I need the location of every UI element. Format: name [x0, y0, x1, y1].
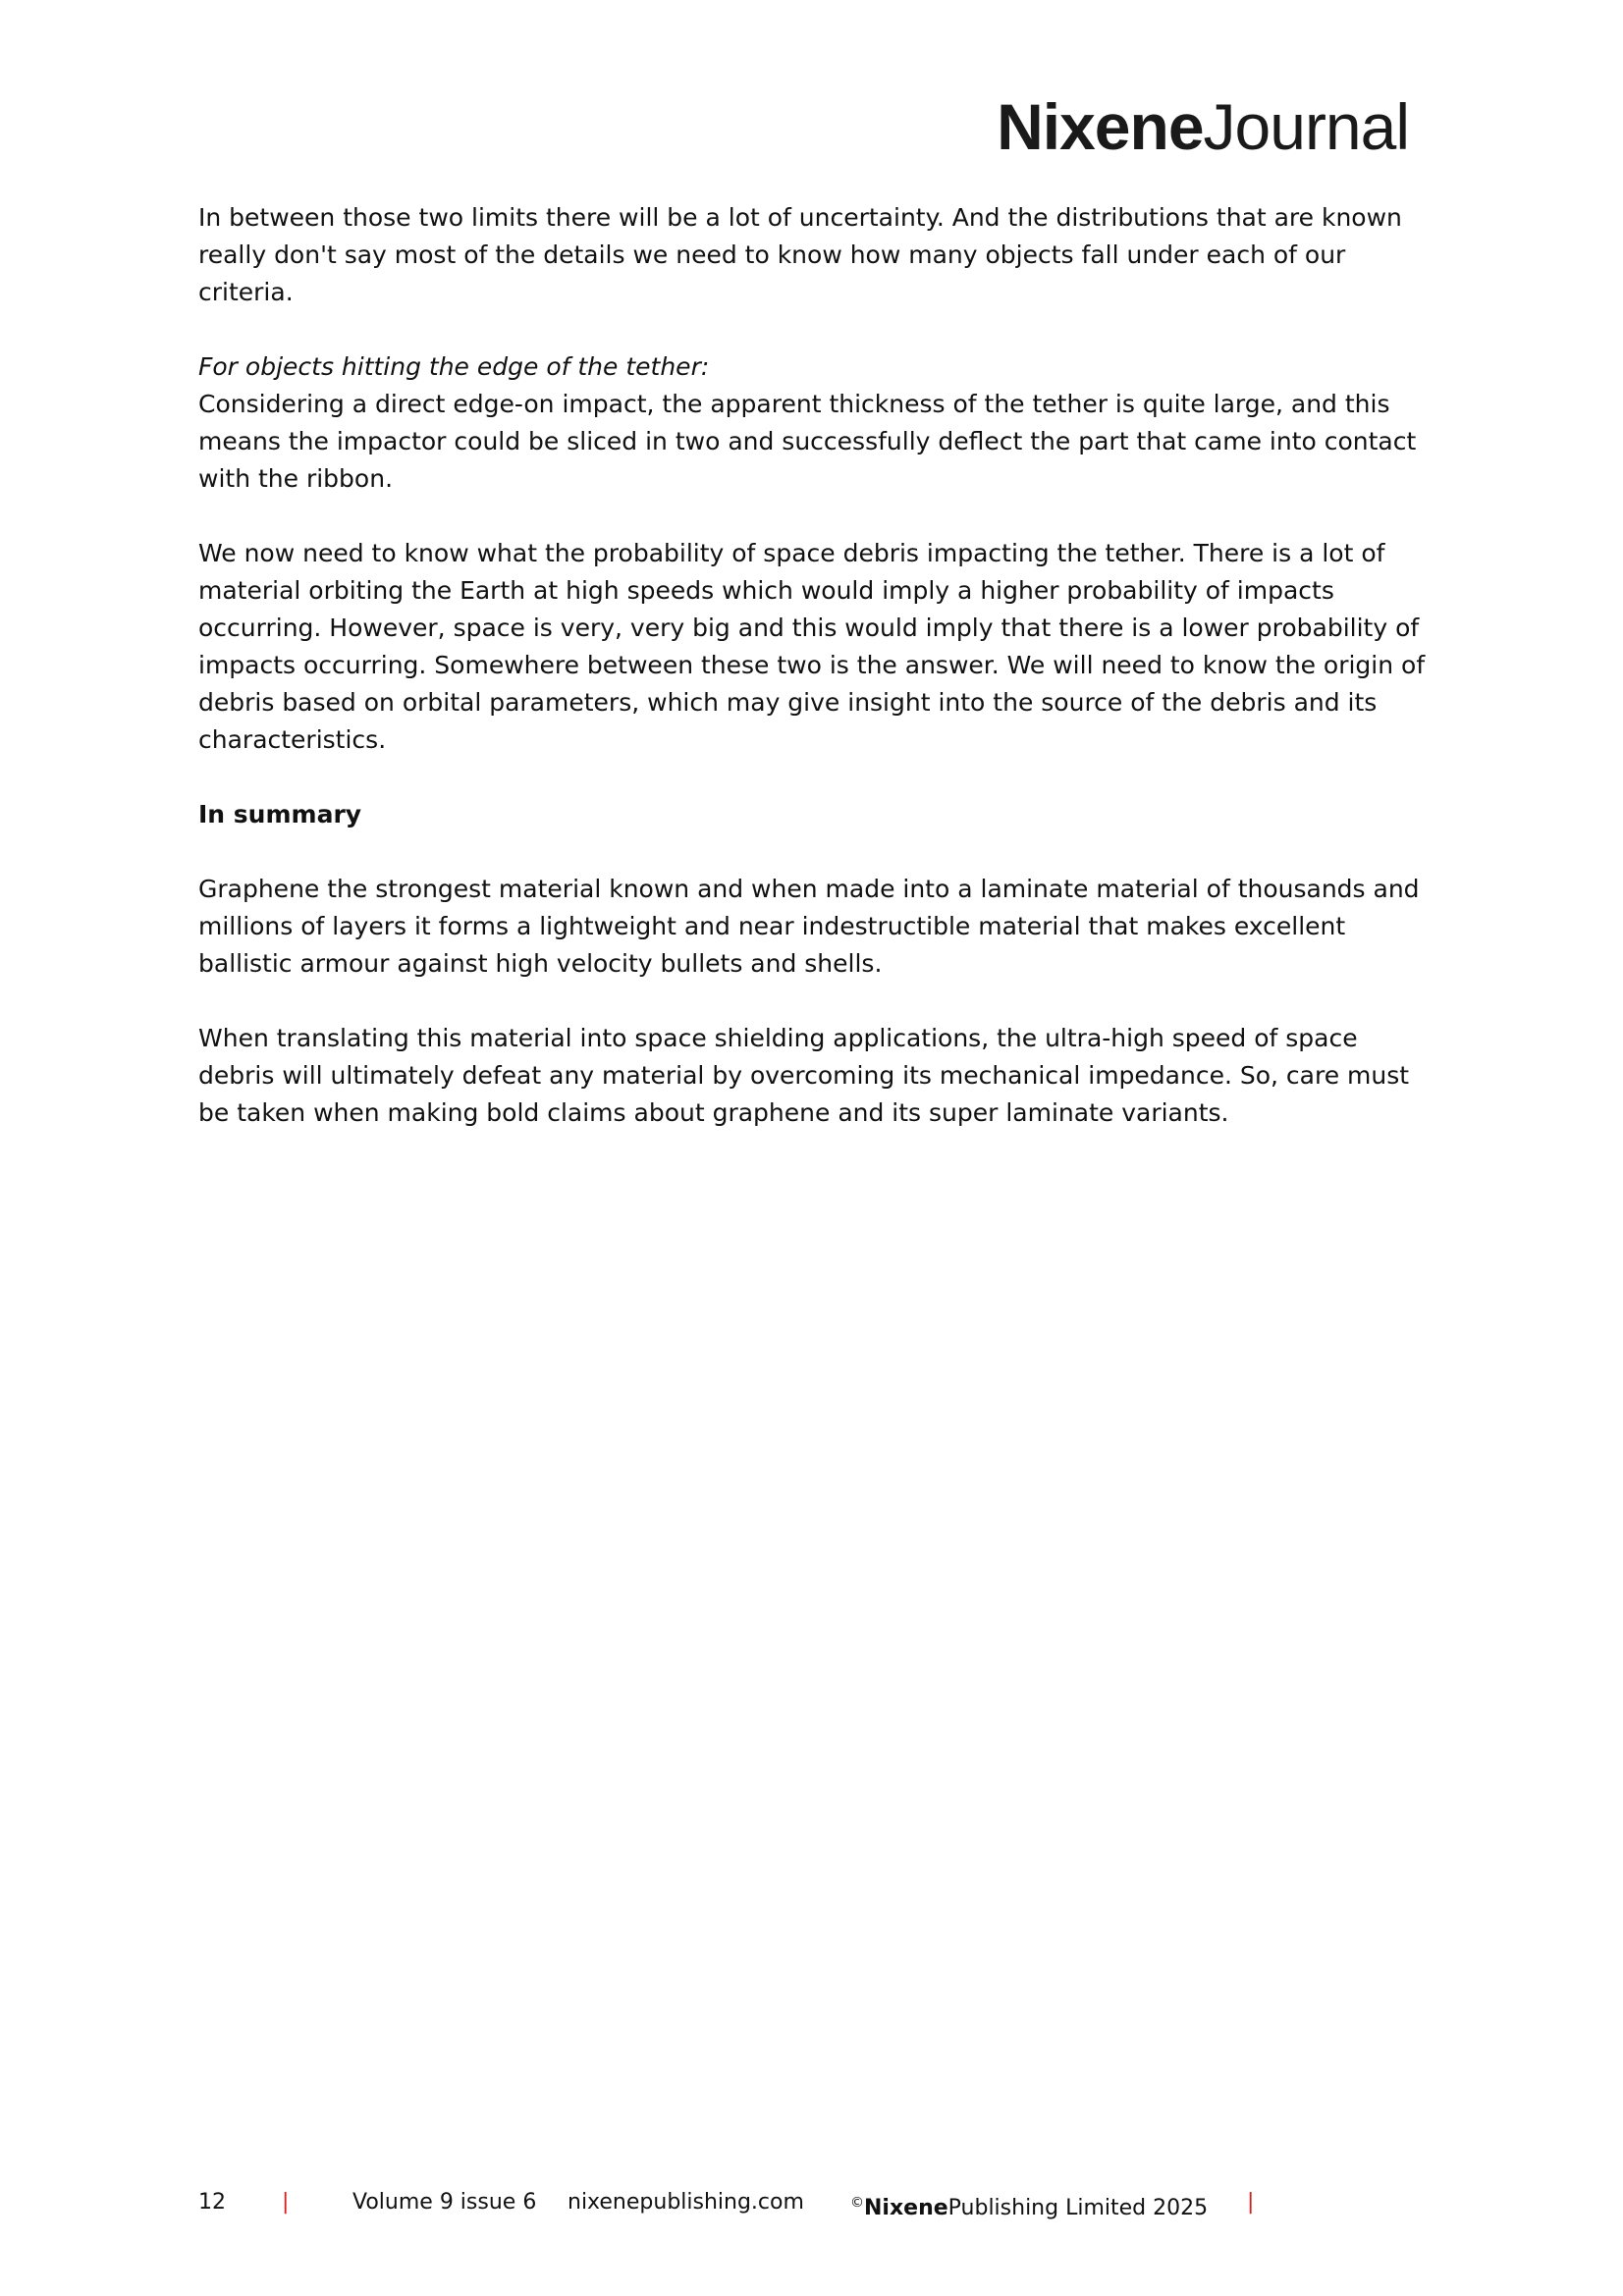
- website-link[interactable]: nixenepublishing.com: [568, 2190, 804, 2215]
- copyright-notice: [850, 2188, 1208, 2223]
- paragraph-uncertainty: In between those two limits there will be a lot of uncertainty. And the distributions that are known really don't say most of the details we need to know how many objects fall under each of our criteria.: [198, 203, 1402, 306]
- paragraph-graphene-armour: Graphene the strongest material known and when made into a laminate material of thousands and millions of layers it forms a lightweight and near indestructible material that makes excellent ballistic armour against high velocity bullets and shells.: [198, 875, 1420, 978]
- masthead-brand-light: Journal: [1203, 90, 1409, 163]
- edge-impact-text: Considering a direct edge-on impact, the apparent thickness of the tether is quite large, and this means the impactor could be sliced in two and successfully deflect the part that came into contact with the ribbon.: [198, 390, 1417, 493]
- footer-separator-left: |: [282, 2190, 290, 2215]
- masthead-brand-bold: Nixene: [997, 90, 1204, 163]
- copyright-brand: Nixene: [864, 2196, 948, 2220]
- copyright-symbol: ©: [850, 2195, 864, 2211]
- footer-separator-right: |: [1247, 2190, 1255, 2215]
- journal-masthead: [997, 90, 1409, 163]
- article-body: [198, 199, 1426, 1169]
- edge-impact-heading: For objects hitting the edge of the tether:: [198, 352, 710, 381]
- copyright-text: Publishing Limited 2025: [947, 2196, 1209, 2220]
- summary-heading: In summary: [198, 800, 362, 828]
- paragraph-debris-probability: We now need to know what the probability of space debris impacting the tether. There is a lot of material orbiting the Earth at high speeds which would imply a higher probability of impacts occurring. However, space is very, very big and this would imply that there is a lower probability of impacts occurring. Somewhere between these two is the answer. We will need to know the origin of debris based on orbital parameters, which may give insight into the source of the debris and its characteristics.: [198, 539, 1426, 754]
- volume-issue: Volume 9 issue 6: [352, 2190, 537, 2215]
- paragraph-edge-impact: [198, 348, 1426, 498]
- paragraph-space-shielding: When translating this material into space shielding applications, the ultra-high speed of space debris will ultimately defeat any material by overcoming its mechanical impedance. So, care must be taken when making bold claims about graphene and its super laminate variants.: [198, 1024, 1410, 1127]
- page-number: 12: [198, 2190, 226, 2215]
